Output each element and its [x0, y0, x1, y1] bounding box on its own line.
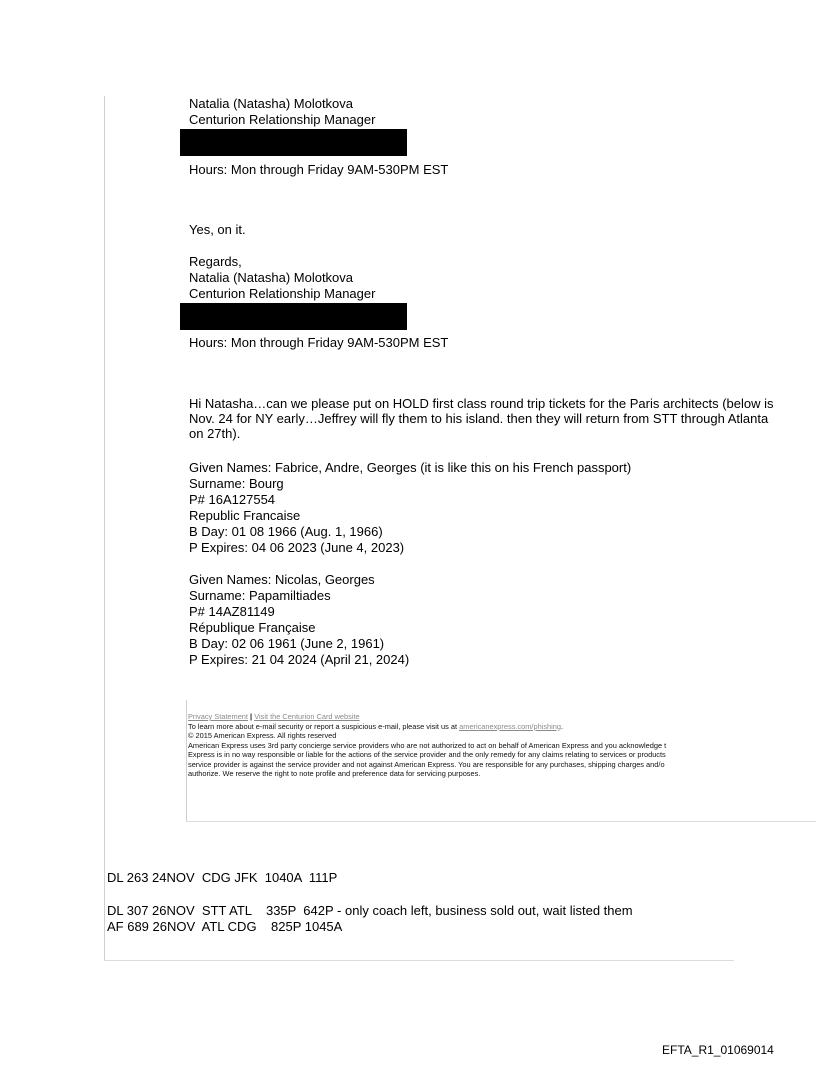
passenger2-passport-expiry: P Expires: 21 04 2024 (April 21, 2024): [189, 652, 410, 667]
signature-hours: Hours: Mon through Friday 9AM-530PM EST: [189, 162, 449, 177]
passenger1-birthday: B Day: 01 08 1966 (Aug. 1, 1966): [189, 524, 383, 539]
request-line: Nov. 24 for NY early…Jeffrey will fly them to his island. then they will return from STT through Atlanta: [189, 411, 769, 426]
redacted-phone-block: [180, 303, 407, 330]
flight-return-leg2: AF 689 26NOV ATL CDG 825P 1045A: [107, 919, 343, 934]
passenger1-country: Republic Francaise: [189, 508, 301, 523]
flight-return-leg1: DL 307 26NOV STT ATL 335P 642P - only coach left, business sold out, wait listed them: [107, 903, 633, 918]
passenger1-surname: Surname: Bourg: [189, 476, 284, 491]
centurion-website-link[interactable]: Visit the Centurion Card website: [254, 712, 360, 721]
phishing-link[interactable]: americanexpress.com/phishing: [459, 721, 561, 731]
disclaimer-line: service provider is against the service provider and not against American Express. You are responsible for any purchases, shipping charges and/o: [188, 759, 665, 769]
disclaimer-line: authorize. We reserve the right to note profile and preference data for servicing purposes.: [188, 769, 481, 778]
signature-title: Centurion Relationship Manager: [189, 112, 376, 127]
footer-separator: |: [250, 712, 253, 721]
quote-border-inner: [186, 700, 187, 822]
reply-signature-name: Natalia (Natasha) Molotkova: [189, 270, 354, 285]
security-period: .: [560, 721, 564, 731]
passenger1-passport-expiry: P Expires: 04 06 2023 (June 4, 2023): [189, 540, 405, 555]
email-footer: [188, 712, 816, 779]
reply-closing: Regards,: [189, 254, 242, 269]
passenger1-given-names: Given Names: Fabrice, Andre, Georges (it is like this on his French passport): [189, 460, 632, 475]
redacted-phone-block: [180, 129, 407, 156]
passenger2-birthday: B Day: 02 06 1961 (June 2, 1961): [189, 636, 385, 651]
reply-signature-hours: Hours: Mon through Friday 9AM-530PM EST: [189, 335, 449, 350]
passenger2-country: République Française: [189, 620, 316, 635]
document-id: EFTA_R1_01069014: [662, 1043, 774, 1057]
disclaimer-line: Express is in no way responsible or liable for the actions of the service provider and the only remedy for any claims relating to services or products: [188, 750, 666, 759]
passenger2-passport-number: P# 14AZ81149: [189, 604, 275, 619]
request-line: on 27th).: [189, 426, 241, 441]
signature-name: Natalia (Natasha) Molotkova: [189, 96, 354, 111]
request-message: [189, 396, 816, 441]
reply-signature-title: Centurion Relationship Manager: [189, 286, 376, 301]
disclaimer-line: American Express uses 3rd party concierge service providers who are not authorized to act on behalf of American Express and you acknowledge t: [188, 740, 667, 750]
privacy-statement-link[interactable]: Privacy Statement: [188, 712, 248, 721]
copyright-text: © 2015 American Express. All rights reserved: [188, 731, 337, 740]
flight-outbound: DL 263 24NOV CDG JFK 1040A 111P: [107, 870, 338, 885]
request-line: Hi Natasha…can we please put on HOLD first class round trip tickets for the Paris architects (below is: [189, 396, 774, 411]
passenger2-surname: Surname: Papamiltiades: [189, 588, 331, 603]
footer-divider: [186, 821, 816, 822]
passenger1-passport-number: P# 16A127554: [189, 492, 276, 507]
passenger2-given-names: Given Names: Nicolas, Georges: [189, 572, 375, 587]
reply-text: Yes, on it.: [189, 222, 246, 237]
quote-border-outer: [104, 96, 105, 961]
security-text: To learn more about e-mail security or report a suspicious e-mail, please visit us at: [188, 721, 460, 731]
message-divider: [104, 960, 734, 961]
